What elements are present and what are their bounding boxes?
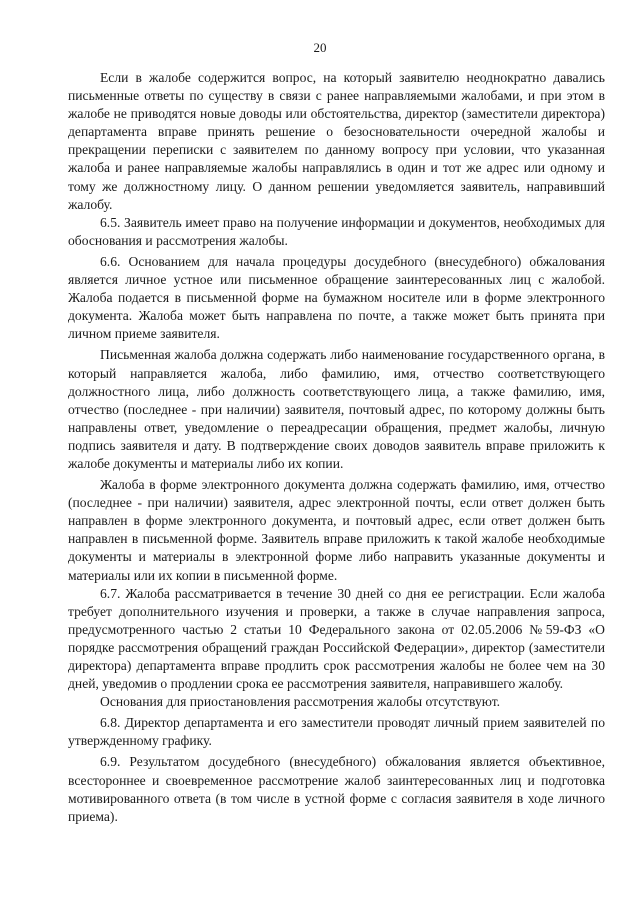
paragraph-6-6: 6.6. Основанием для начала процедуры досудебного (внесудебного) обжалования является личное устное или письменное обращение заинтересованных лиц с жалобой. Жалоба подается в письменной форме на бумажном носителе или в форме электронного документа. Жалоба может быть направлена по почте, а также может быть принята при личном приеме заявителя. [68,253,605,342]
paragraph-repeat-complaint: Если в жалобе содержится вопрос, на который заявителю неоднократно давались письменные ответы по существу в связи с ранее направляемыми жалобами, и при этом в жалобе не приводятся новые доводы или обстоятельства, директор (заместители директора) департамента вправе принять решение о безосновательности очередной жалобы и прекращении переписки с заявителем по данному вопросу при условии, что указанная жалоба и ранее направляемые жалобы направлялись в один и тот же адрес или одному и тому же должностному лицу. О данном решении уведомляется заявитель, направивший жалобу. [68,70,605,212]
paragraph-6-8: 6.8. Директор департамента и его заместители проводят личный прием заявителей по утвержденному графику. [68,715,605,749]
document-body [68,69,605,826]
page-number: 20 [313,40,327,55]
paragraph-written-complaint: Письменная жалоба должна содержать либо наименование государственного органа, в который направляется жалоба, либо фамилию, имя, отчество соответствующего должностного лица, либо должность соответствующего лица, а также фамилию, имя, отчество (последнее - при наличии) заявителя, почтовый адрес, по которому должны быть направлены ответ, уведомление о переадресации обращения, предмет жалобы, личную подпись заявителя и дату. В подтверждение своих доводов заявитель вправе приложить к жалобе документы и материалы либо их копии. [68,347,605,471]
paragraph-6-7: 6.7. Жалоба рассматривается в течение 30 дней со дня ее регистрации. Если жалоба требует дополнительного изучения и проверки, а также в случае направления запроса, предусмотренного частью 2 статьи 10 Федерального закона от 02.05.2006 №59-ФЗ «О порядке рассмотрения обращений граждан Российской Федерации», директор (заместители директора) департамента вправе продлить срок рассмотрения жалобы не более чем на 30 дней, уведомив о продлении срока ее рассмотрения заявителя, направившего жалобу. [68,585,605,692]
paragraph-electronic-complaint: Жалоба в форме электронного документа должна содержать фамилию, имя, отчество (последнее - при наличии) заявителя, адрес электронной почты, если ответ должен быть направлен в форме электронного документа, и почтовый адрес, если ответ должен быть направлен в письменной форме. Заявитель вправе приложить к такой жалобе необходимые документы и материалы в электронной форме либо направить указанные документы и материалы или их копии в письменной форме. [68,477,605,583]
paragraph-6-9: 6.9. Результатом досудебного (внесудебного) обжалования является объективное, всестороннее и своевременное рассмотрение жалоб заинтересованных лиц и подготовка мотивированного ответа (в том числе в устной форме с согласия заявителя в ходе личного приема). [68,754,605,824]
paragraph-6-5: 6.5. Заявитель имеет право на получение информации и документов, необходимых для обоснования и рассмотрения жалобы. [68,214,605,248]
paragraph-no-suspension: Основания для приостановления рассмотрения жалобы отсутствуют. [100,694,501,710]
